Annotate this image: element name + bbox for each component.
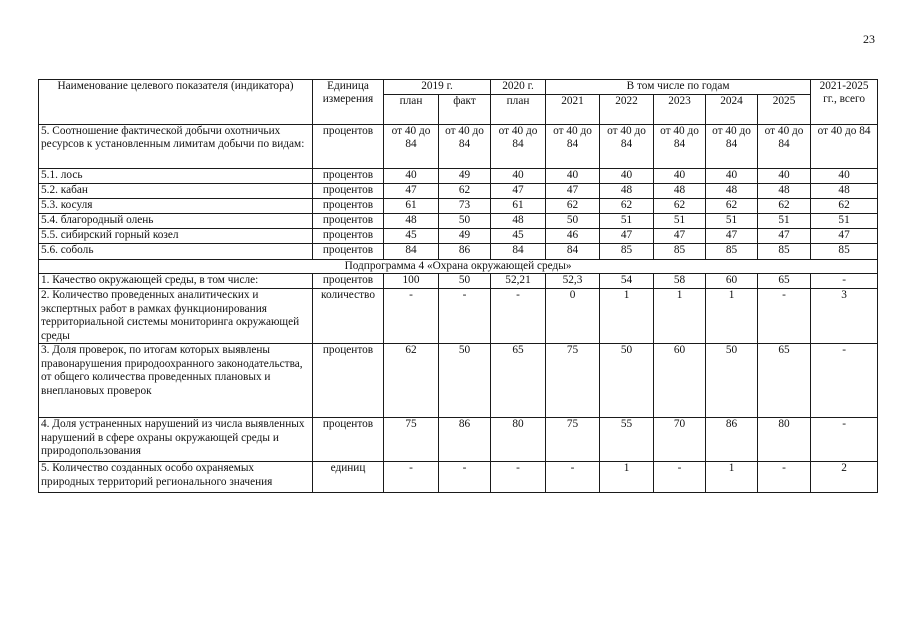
indicator-value: 48 [706,184,758,199]
indicator-value: 48 [811,184,878,199]
header-2019: 2019 г. [384,80,491,95]
indicator-value: 51 [600,214,654,229]
indicator-value: 47 [706,229,758,244]
indicator-value: от 40 до 84 [546,125,600,169]
section-row [39,260,878,274]
table-row [39,199,878,214]
indicator-value: 47 [600,229,654,244]
indicator-name: 4. Доля устраненных нарушений из числа выявленных нарушений в сфере охраны окружающей среды и природопользования [39,418,313,462]
indicator-name: 1. Качество окружающей среды, в том числе: [39,274,313,289]
header-unit-column: Единица измерения [313,80,384,125]
indicator-value: 47 [654,229,706,244]
indicator-value: 62 [384,344,439,418]
indicator-value: 60 [654,344,706,418]
indicator-name: 5.4. благородный олень [39,214,313,229]
indicator-value: 62 [439,184,491,199]
indicator-value: 73 [439,199,491,214]
indicator-value: 86 [439,418,491,462]
indicator-value: 65 [758,274,811,289]
indicator-value: 75 [546,344,600,418]
indicator-unit: количество [313,289,384,344]
header-2019-plan: план [384,95,439,125]
header-year-2024: 2024 [706,95,758,125]
table-row [39,344,878,418]
indicator-unit: процентов [313,418,384,462]
indicator-value: 48 [600,184,654,199]
header-year-2022: 2022 [600,95,654,125]
indicator-value: 51 [706,214,758,229]
indicator-value: 51 [654,214,706,229]
indicator-value: 84 [384,244,439,260]
indicator-value: 45 [384,229,439,244]
indicator-value: от 40 до 84 [384,125,439,169]
indicator-value: от 40 до 84 [600,125,654,169]
indicator-value: 62 [758,199,811,214]
indicator-value: 54 [600,274,654,289]
indicator-unit: единиц [313,462,384,493]
section-title: Подпрограмма 4 «Охрана окружающей среды» [39,260,878,274]
indicator-name: 5.3. косуля [39,199,313,214]
header-2020: 2020 г. [491,80,546,95]
indicator-value: 84 [546,244,600,260]
indicator-value: 62 [811,199,878,214]
indicator-value: 1 [706,462,758,493]
indicator-value: - [758,462,811,493]
indicator-value: 46 [546,229,600,244]
indicator-value: 85 [706,244,758,260]
indicator-value: 58 [654,274,706,289]
indicator-unit: процентов [313,184,384,199]
indicator-value: 51 [758,214,811,229]
indicator-value: 2 [811,462,878,493]
indicator-name: 2. Количество проведенных аналитических и экспертных работ в рамках функционирования территориальной системы мониторинга окружающей среды [39,289,313,344]
header-name-column: Наименование целевого показателя (индикатора) [39,80,313,125]
indicator-value: от 40 до 84 [758,125,811,169]
indicator-unit: процентов [313,199,384,214]
indicator-value: 40 [491,169,546,184]
indicator-value: 50 [439,214,491,229]
indicator-value: 48 [491,214,546,229]
indicator-value: 85 [811,244,878,260]
table-row [39,289,878,344]
indicator-value: 61 [491,199,546,214]
indicator-unit: процентов [313,214,384,229]
indicator-value: 85 [654,244,706,260]
indicator-value: 47 [384,184,439,199]
header-total-column: 2021-2025 гг., всего [811,80,878,125]
indicator-value: 3 [811,289,878,344]
indicator-value: - [384,462,439,493]
indicator-value: 62 [600,199,654,214]
indicator-value: 62 [706,199,758,214]
header-2019-fact: факт [439,95,491,125]
indicator-name: 5.6. соболь [39,244,313,260]
indicator-value: 62 [546,199,600,214]
table-row [39,462,878,493]
indicator-value: 52,3 [546,274,600,289]
indicator-value: 60 [706,274,758,289]
indicator-value: 50 [706,344,758,418]
indicator-value: 65 [491,344,546,418]
indicator-unit: процентов [313,169,384,184]
indicator-value: - [384,289,439,344]
header-year-2025: 2025 [758,95,811,125]
indicator-value: - [439,289,491,344]
indicator-value: 75 [546,418,600,462]
indicator-value: - [811,418,878,462]
indicator-value: 75 [384,418,439,462]
indicator-value: 1 [654,289,706,344]
table-row [39,125,878,169]
indicator-value: 49 [439,229,491,244]
indicator-name: 5. Соотношение фактической добычи охотничьих ресурсов к установленным лимитам добычи по видам: [39,125,313,169]
header-year-2021: 2021 [546,95,600,125]
indicator-value: 50 [439,274,491,289]
indicator-name: 3. Доля проверок, по итогам которых выявлены правонарушения природоохранного законодательства, от общего количества проведенных плановых и внеплановых проверок [39,344,313,418]
indicator-name: 5.1. лось [39,169,313,184]
indicator-value: 49 [439,169,491,184]
indicator-value: - [811,274,878,289]
indicator-value: 84 [491,244,546,260]
indicator-value: - [654,462,706,493]
indicator-value: от 40 до 84 [439,125,491,169]
table-row [39,274,878,289]
indicator-value: 61 [384,199,439,214]
indicator-unit: процентов [313,274,384,289]
indicator-value: 52,21 [491,274,546,289]
indicator-value: 48 [758,184,811,199]
header-year-2023: 2023 [654,95,706,125]
indicator-value: 1 [706,289,758,344]
indicator-value: 1 [600,462,654,493]
indicator-value: - [546,462,600,493]
indicator-value: от 40 до 84 [654,125,706,169]
indicator-value: 40 [384,169,439,184]
indicator-value: - [491,462,546,493]
indicator-value: 48 [654,184,706,199]
indicator-value: 51 [811,214,878,229]
indicator-value: - [758,289,811,344]
indicator-unit: процентов [313,125,384,169]
indicator-unit: процентов [313,244,384,260]
indicator-value: 50 [439,344,491,418]
table-row [39,418,878,462]
indicator-value: 86 [439,244,491,260]
indicator-value: 50 [600,344,654,418]
header-by-years: В том числе по годам [546,80,811,95]
table-row [39,169,878,184]
indicator-value: 62 [654,199,706,214]
indicator-value: - [811,344,878,418]
indicator-value: 40 [546,169,600,184]
indicator-value: 50 [546,214,600,229]
header-2020-plan: план [491,95,546,125]
indicator-value: 80 [491,418,546,462]
indicator-value: 70 [654,418,706,462]
indicator-value: 40 [811,169,878,184]
indicator-value: 47 [811,229,878,244]
indicator-unit: процентов [313,229,384,244]
indicator-value: 45 [491,229,546,244]
indicator-value: от 40 до 84 [706,125,758,169]
indicator-value: от 40 до 84 [811,125,878,169]
table-row [39,244,878,260]
indicator-value: 47 [758,229,811,244]
indicator-value: 47 [491,184,546,199]
indicator-value: 55 [600,418,654,462]
indicator-value: 40 [706,169,758,184]
indicator-value: 40 [600,169,654,184]
table-row [39,214,878,229]
indicator-value: 47 [546,184,600,199]
indicator-value: 0 [546,289,600,344]
indicator-value: - [439,462,491,493]
indicator-value: 85 [600,244,654,260]
indicators-table [38,79,878,493]
indicator-unit: процентов [313,344,384,418]
indicator-value: 80 [758,418,811,462]
indicator-value: 86 [706,418,758,462]
indicator-name: 5.5. сибирский горный козел [39,229,313,244]
indicator-value: 1 [600,289,654,344]
indicator-value: от 40 до 84 [491,125,546,169]
indicator-value: 40 [758,169,811,184]
indicator-value: 85 [758,244,811,260]
indicator-value: 48 [384,214,439,229]
indicator-name: 5. Количество созданных особо охраняемых природных территорий регионального значения [39,462,313,493]
indicator-value: - [491,289,546,344]
indicator-name: 5.2. кабан [39,184,313,199]
page-number: 23 [863,32,875,46]
table-row [39,184,878,199]
indicator-value: 40 [654,169,706,184]
table-row [39,229,878,244]
indicator-value: 65 [758,344,811,418]
indicator-value: 100 [384,274,439,289]
